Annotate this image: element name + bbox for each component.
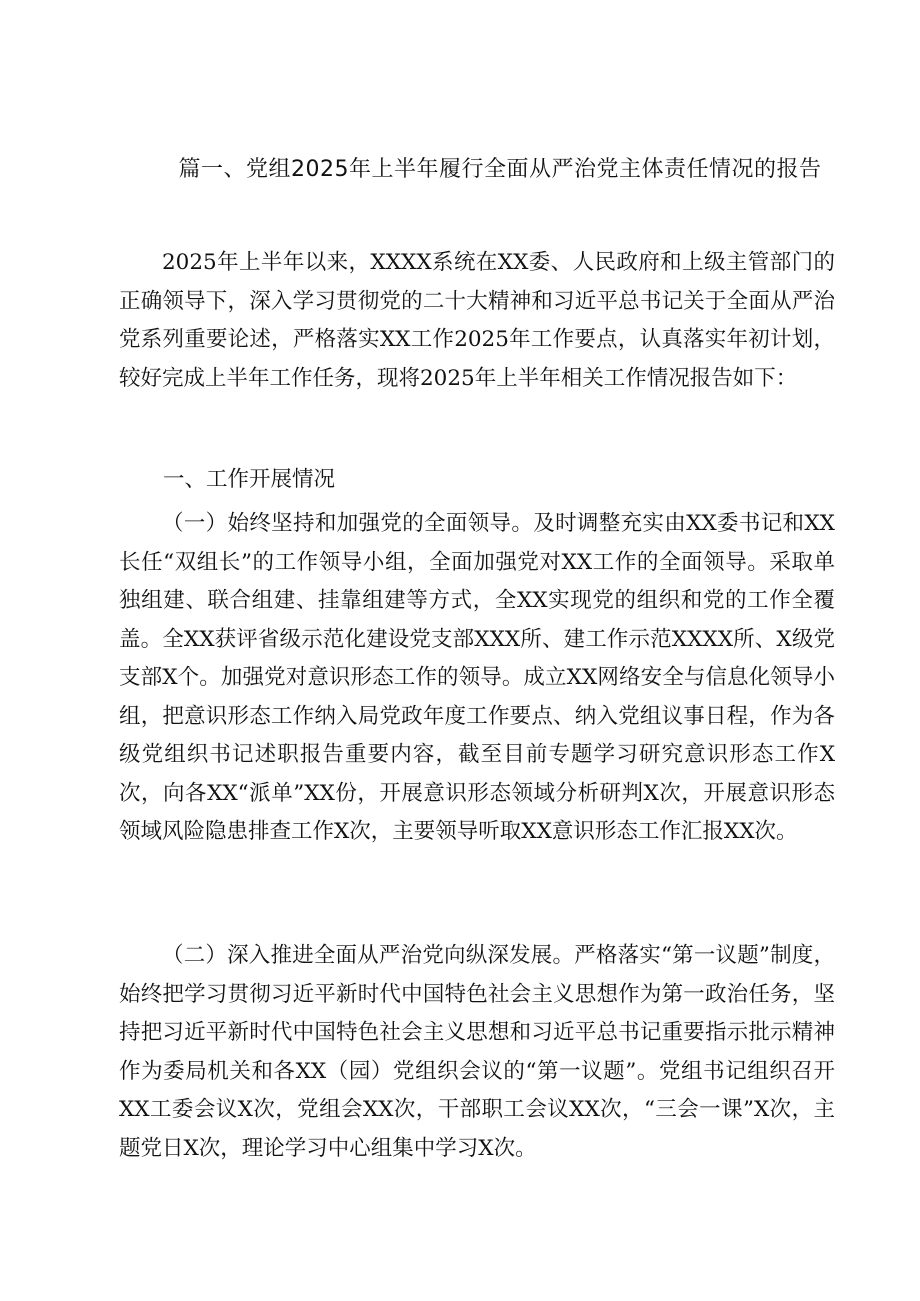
document-title: 篇一、党组2025年上半年履行全面从严治党主体责任情况的报告 xyxy=(178,157,822,182)
section-heading: 一、工作开展情况 xyxy=(163,467,336,492)
section-paragraph-2: （二）深入推进全面从严治党向纵深发展。严格落实“第一议题”制度，始终把学习贯彻习近平新时代中国特色社会主义思想作为第一政治任务，坚持把习近平新时代中国特色社会主义思想和习近平总书记重要指示批示精神作为委局机关和各XX（园）党组织会议的“第一议题”。党组书记组织召开XX工委会议X次，党组会XX次，干部职工会议XX次，“三会一课”X次，主题党日X次，理论学习中心组集中学习X次。 xyxy=(119,943,835,1161)
section-paragraph-1: （一）始终坚持和加强党的全面领导。及时调整充实由XX委书记和XX长任“双组长”的工作领导小组，全面加强党对XX工作的全面领导。采取单独组建、联合组建、挂靠组建等方式，全XX实现党的组织和党的工作全覆盖。全XX获评省级示范化建设党支部XXX所、建工作示范XXXX所、X级党支部X个。加强党对意识形态工作的领导。成立XX网络安全与信息化领导小组，把意识形态工作纳入局党政年度工作要点、纳入党组议事日程，作为各级党组织书记述职报告重要内容，截至目前专题学习研究意识形态工作X次，向各XX“派单”XX份，开展意识形态领域分析研判X次，开展意识形态领域风险隐患排查工作X次，主要领导听取XX意识形态工作汇报XX次。 xyxy=(119,511,835,844)
intro-paragraph: 2025年上半年以来，XXXX系统在XX委、人民政府和上级主管部门的正确领导下，深入学习贯彻党的二十大精神和习近平总书记关于全面从严治党系列重要论述，严格落实XX工作2025年工作要点，认真落实年初计划，较好完成上半年工作任务，现将2025年上半年相关工作情况报告如下： xyxy=(119,250,835,391)
